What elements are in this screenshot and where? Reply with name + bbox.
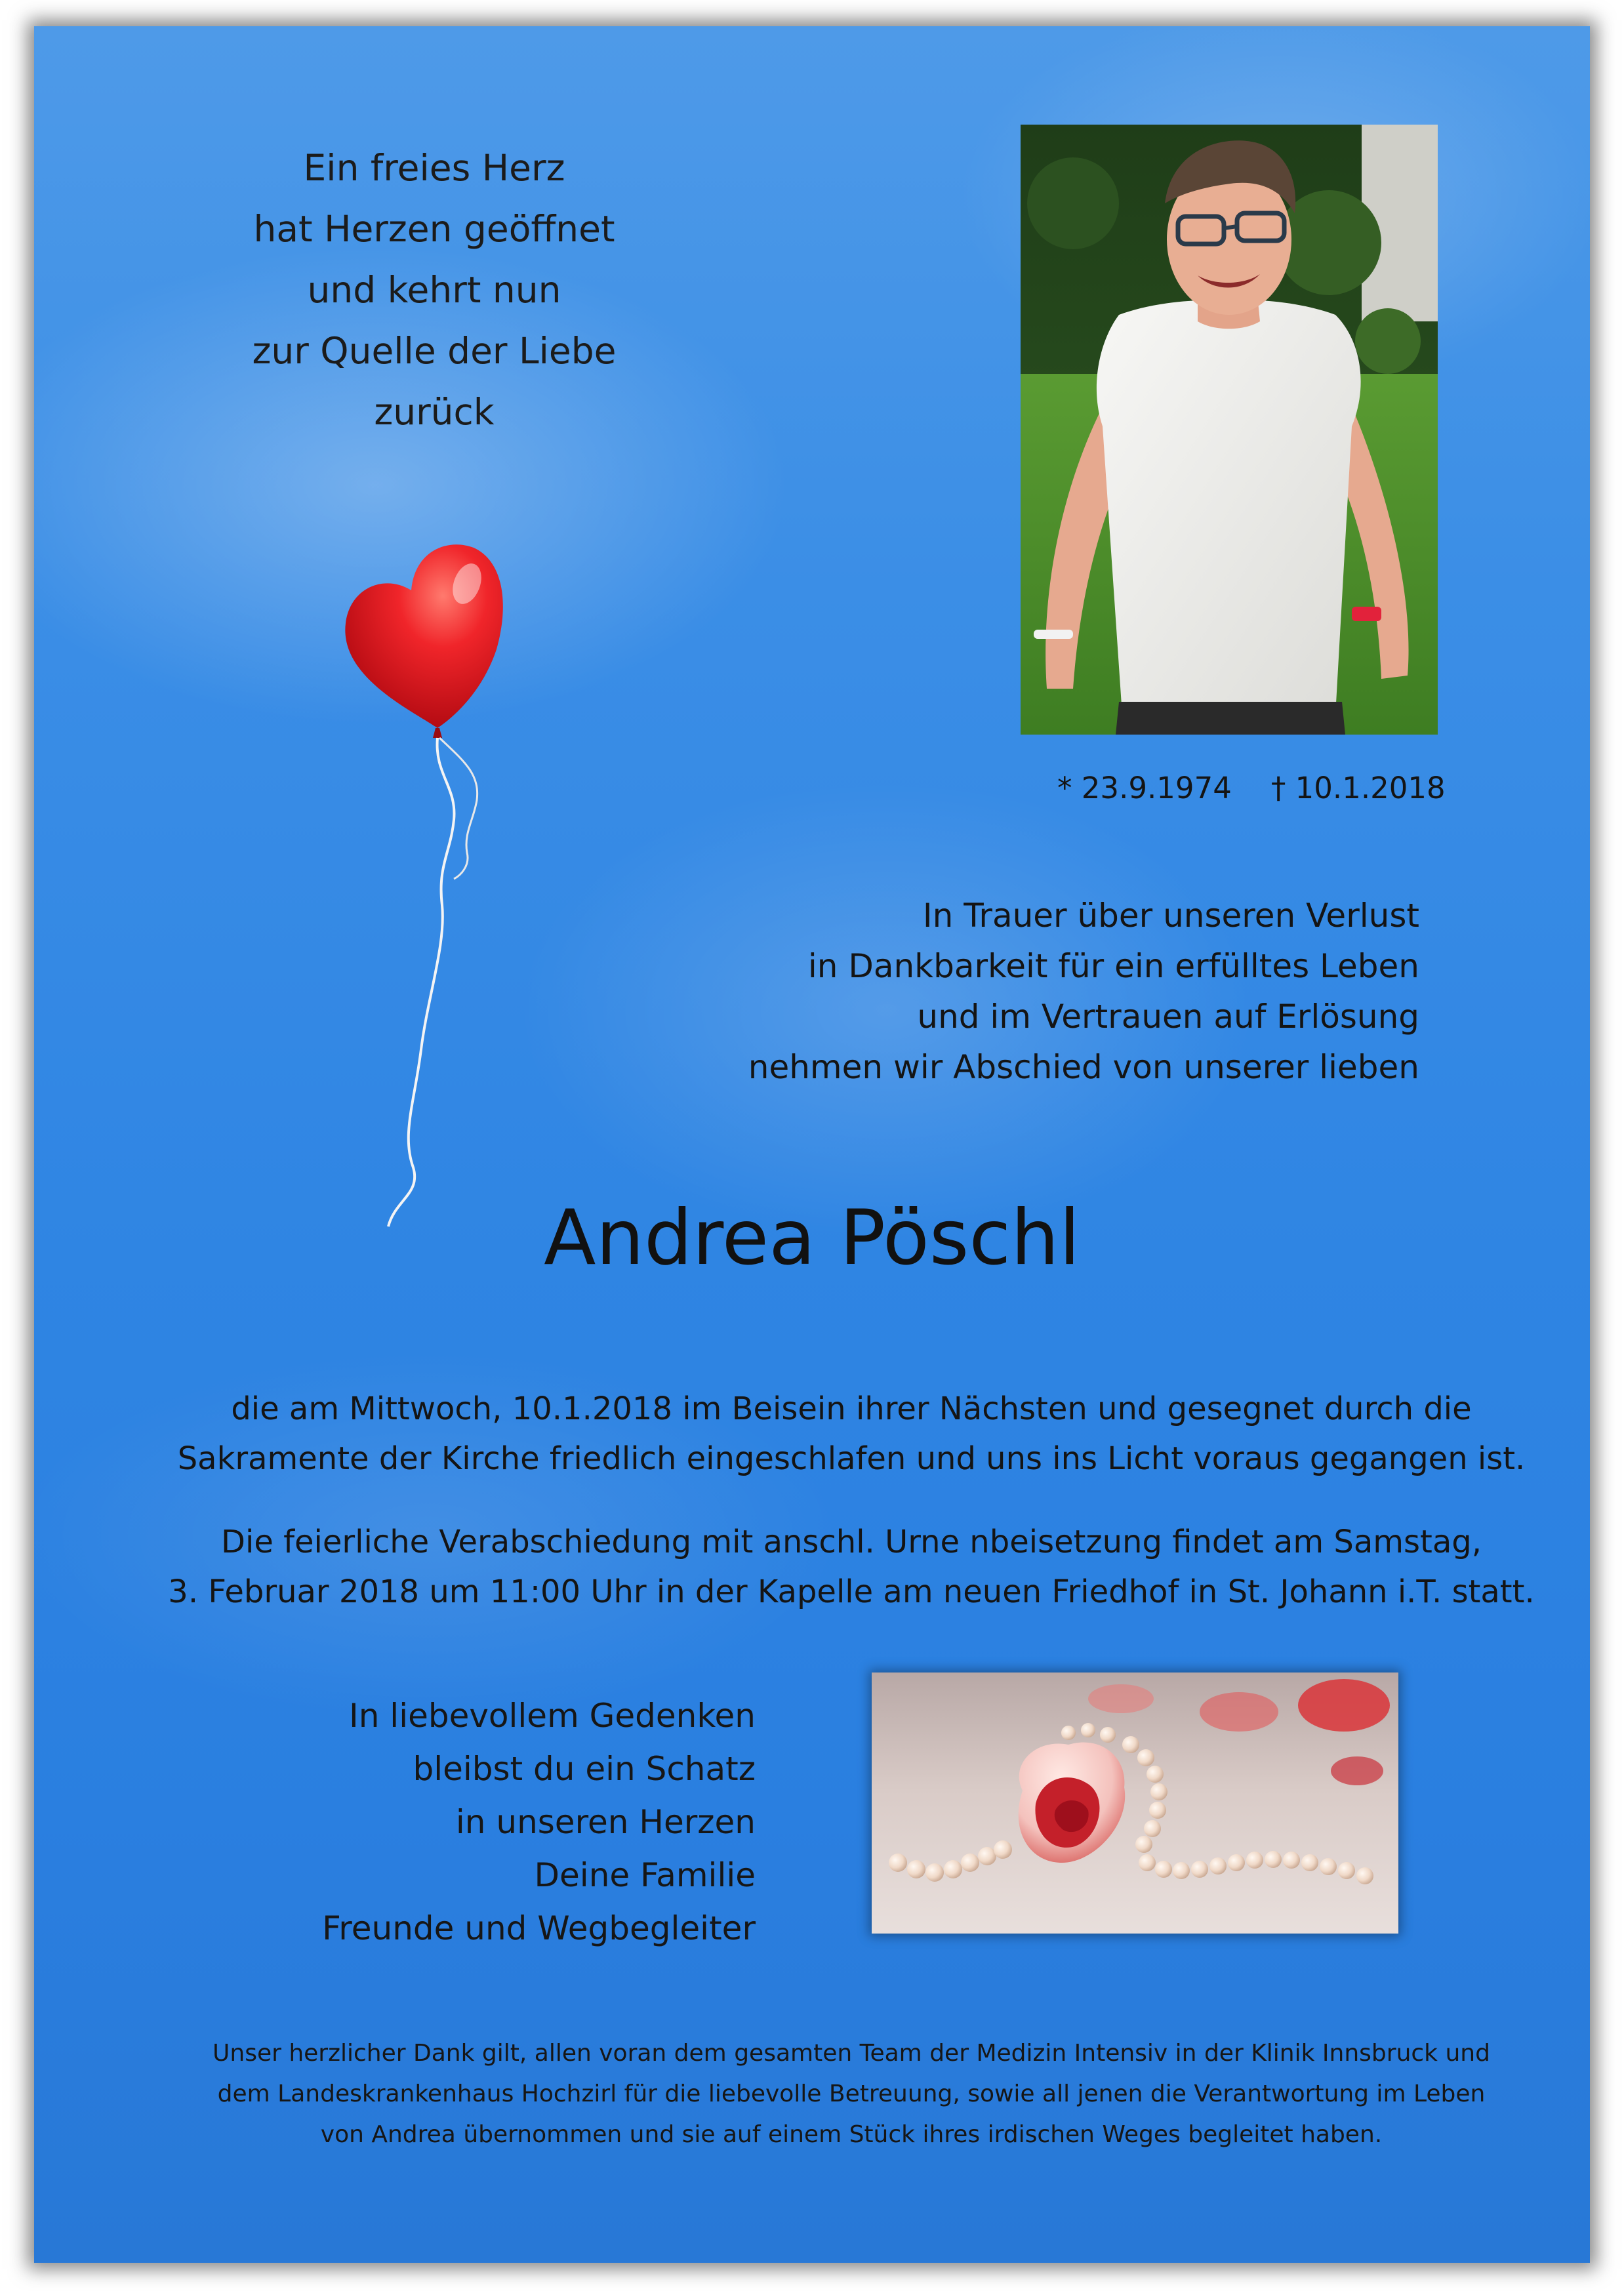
- paragraph-line: Die feierliche Verabschiedung mit anschl. Urne nbeisetzung findet am Samstag,: [221, 1524, 1482, 1560]
- acknowledgement-line: dem Landeskrankenhaus Hochzirl für die liebevolle Betreuung, sowie all jenen die Verantwortung im Leben: [217, 2080, 1486, 2107]
- paragraph-line: 3. Februar 2018 um 11:00 Uhr in der Kapelle am neuen Friedhof in St. Johann i.T. statt.: [168, 1573, 1535, 1610]
- portrait-photo: [1021, 125, 1438, 735]
- ceremony-paragraph: [73, 1517, 1590, 1617]
- mourning-text: [742, 891, 1419, 1093]
- remembrance-text: [231, 1690, 756, 1955]
- poem-line: und kehrt nun: [307, 269, 561, 311]
- obituary-card: [34, 26, 1590, 2263]
- life-dates: [1057, 771, 1446, 805]
- remembrance-line: Deine Familie: [534, 1856, 756, 1894]
- heart-balloon-image: [323, 512, 519, 1253]
- passing-paragraph: [73, 1384, 1590, 1484]
- paragraph-line: die am Mittwoch, 10.1.2018 im Beisein ihrer Nächsten und gesegnet durch die: [231, 1390, 1472, 1427]
- acknowledgement-line: Unser herzlicher Dank gilt, allen voran dem gesamten Team der Medizin Intensiv in der Klinik Innsbruck und: [213, 2040, 1490, 2067]
- mourning-line: und im Vertrauen auf Erlösung: [917, 998, 1419, 1036]
- poem-line: hat Herzen geöffnet: [253, 208, 615, 250]
- death-date: † 10.1.2018: [1270, 771, 1446, 805]
- poem: [165, 138, 703, 443]
- rose-pearls-photo: [872, 1673, 1398, 1934]
- deceased-name: Andrea Pöschl: [544, 1194, 1080, 1282]
- poem-line: Ein freies Herz: [303, 147, 565, 189]
- remembrance-line: In liebevollem Gedenken: [348, 1697, 756, 1735]
- mourning-line: nehmen wir Abschied von unserer lieben: [748, 1048, 1419, 1086]
- mourning-line: in Dankbarkeit für ein erfülltes Leben: [807, 947, 1419, 985]
- paragraph-line: Sakramente der Kirche friedlich eingeschlafen und uns ins Licht voraus gegangen ist.: [177, 1440, 1526, 1477]
- poem-line: zurück: [374, 391, 495, 433]
- mourning-line: In Trauer über unseren Verlust: [922, 897, 1419, 935]
- acknowledgement-line: von Andrea übernommen und sie auf einem Stück ihres irdischen Weges begleitet haben.: [320, 2121, 1383, 2148]
- remembrance-line: bleibst du ein Schatz: [413, 1750, 756, 1788]
- birth-date: * 23.9.1974: [1057, 771, 1232, 805]
- poem-line: zur Quelle der Liebe: [252, 330, 617, 372]
- acknowledgement-text: [73, 2033, 1590, 2155]
- remembrance-line: in unseren Herzen: [455, 1803, 756, 1841]
- remembrance-line: Freunde und Wegbegleiter: [322, 1909, 756, 1947]
